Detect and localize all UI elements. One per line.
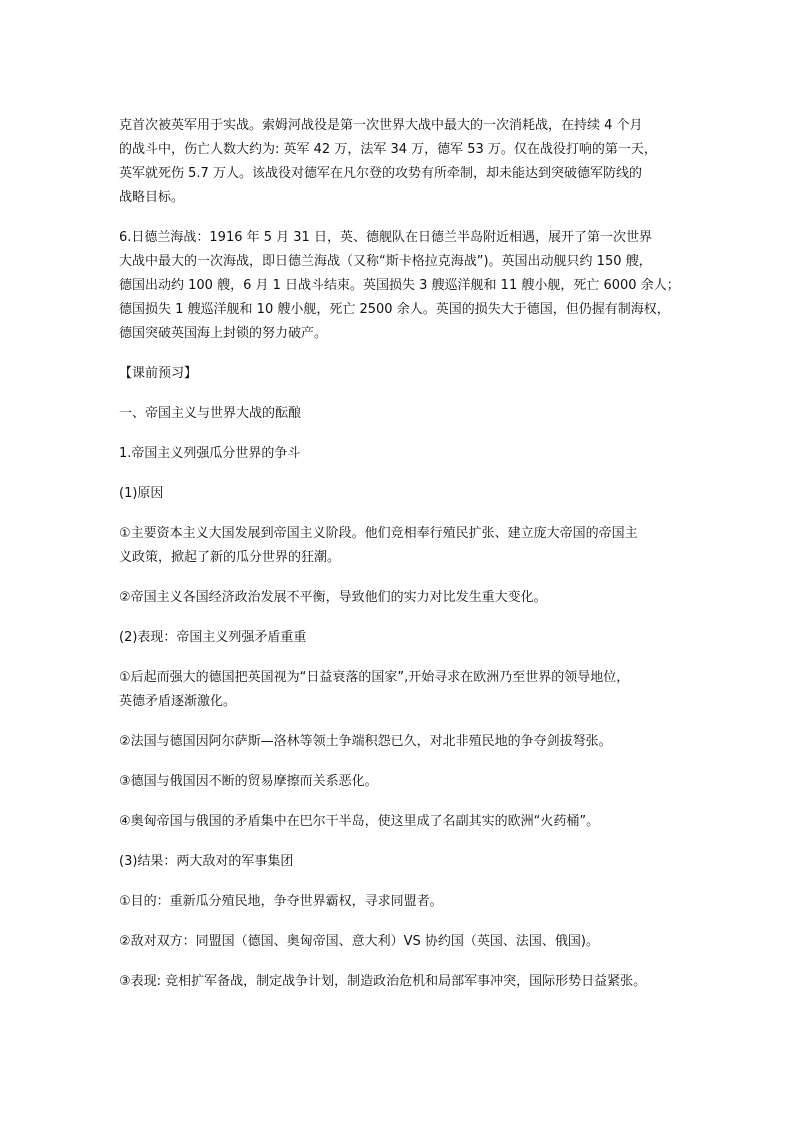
result-heading	[119, 850, 681, 874]
text-line: 德国损失 1 艘巡洋舰和 10 艘小舰，死亡 2500 余人。英国的损失大于德国，但仍握有制海权，	[119, 302, 670, 317]
manifestation-item	[119, 730, 681, 754]
text-line: (2)表现：帝国主义列强矛盾重重	[119, 630, 307, 645]
text-line: 英德矛盾逐渐激化。	[119, 694, 237, 709]
cause-heading	[119, 482, 681, 506]
cause-item	[119, 522, 681, 570]
manifestation-item	[119, 810, 681, 834]
result-item	[119, 970, 681, 994]
text-line: 1.帝国主义列强瓜分世界的争斗	[119, 446, 301, 461]
text-line: 克首次被英军用于实战。索姆河战役是第一次世界大战中最大的一次消耗战，在持续 4 个月	[119, 118, 643, 133]
text-line: 英军就死伤 5.7 万人。该战役对德军在凡尔登的攻势有所牵制，却未能达到突破德军防线的	[119, 166, 642, 181]
text-line: ②法国与德国因阿尔萨斯—洛林等领土争端积怨已久，对北非殖民地的争夺剑拔弩张。	[119, 734, 612, 749]
text-line: ④奥匈帝国与俄国的矛盾集中在巴尔干半岛，使这里成了名副其实的欧洲“火药桶”。	[119, 814, 600, 829]
manifestation-item	[119, 770, 681, 794]
text-line: ③德国与俄国因不断的贸易摩擦而关系恶化。	[119, 774, 378, 789]
cause-item	[119, 586, 681, 610]
text-line: ②敌对双方：同盟国（德国、奥匈帝国、意大利）VS 协约国（英国、法国、俄国)。	[119, 934, 600, 949]
text-line: 一、帝国主义与世界大战的酝酿	[119, 406, 302, 421]
text-line: 6.日德兰海战：1916 年 5 月 31 日，英、德舰队在日德兰半岛附近相遇，展开了第一次世界	[119, 230, 652, 245]
paragraph-somme-continued	[119, 114, 681, 210]
text-line: 德国突破英国海上封锁的努力破产。	[119, 326, 328, 341]
text-line: 义政策，掀起了新的瓜分世界的狂潮。	[119, 550, 341, 565]
text-line: 德国出动约 100 艘，6 月 1 日战斗结束。英国损失 3 艘巡洋舰和 11 艘小舰，死亡 6000 余人；	[119, 278, 680, 293]
text-line: (3)结果：两大敌对的军事集团	[119, 854, 294, 869]
manifestation-item	[119, 666, 681, 714]
text-line: 战略目标。	[119, 190, 185, 205]
text-line: 的战斗中，伤亡人数大约为: 英军 42 万，法军 34 万，德军 53 万。仅在战役打响的第一天，	[119, 142, 657, 157]
result-item	[119, 890, 681, 914]
section-heading	[119, 402, 681, 426]
manifestation-heading	[119, 626, 681, 650]
text-line: 大战中最大的一次海战，即日德兰海战（又称“斯卡格拉克海战”)。英国出动舰只约 150 艘，	[119, 254, 652, 269]
preview-heading	[119, 362, 681, 386]
document-page	[119, 114, 681, 1010]
text-line: ②帝国主义各国经济政治发展不平衡，导致他们的实力对比发生重大变化。	[119, 590, 547, 605]
subsection-heading	[119, 442, 681, 466]
paragraph-jutland	[119, 226, 681, 346]
text-line: ③表现: 竞相扩军备战，制定战争计划，制造政治危机和局部军事冲突，国际形势日益紧张。	[119, 974, 647, 989]
text-line: ①主要资本主义大国发展到帝国主义阶段。他们竞相奉行殖民扩张、建立庞大帝国的帝国主	[119, 526, 638, 541]
text-line: ①目的：重新瓜分殖民地，争夺世界霸权，寻求同盟者。	[119, 894, 443, 909]
text-line: (1)原因	[119, 486, 164, 501]
text-line: ①后起而强大的德国把英国视为“日益衰落的国家”,开始寻求在欧洲乃至世界的领导地位，	[119, 670, 630, 685]
result-item	[119, 930, 681, 954]
text-line: 【课前预习】	[119, 366, 198, 381]
